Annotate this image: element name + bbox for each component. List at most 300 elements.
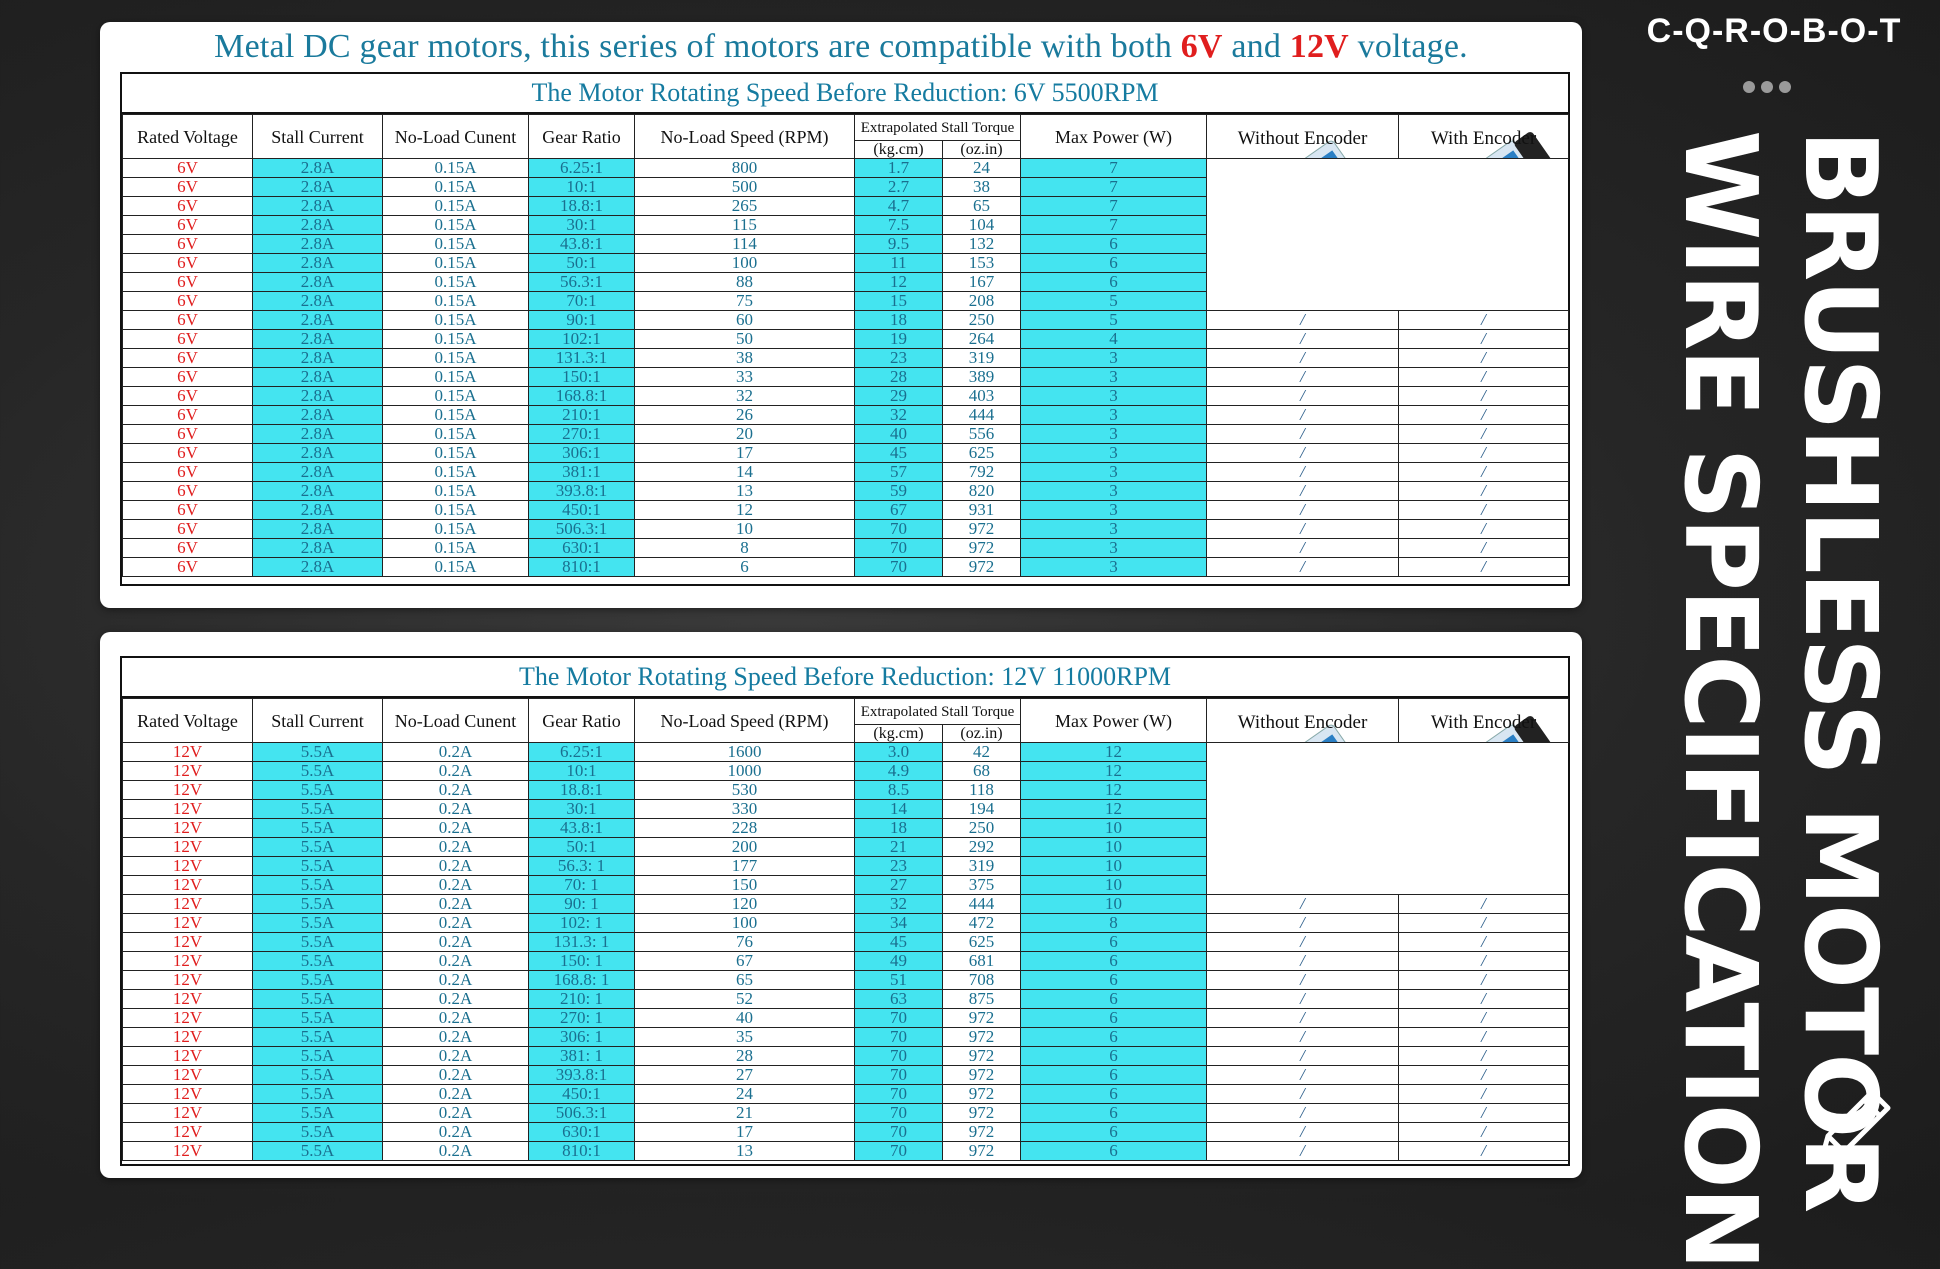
cell-stall-current: 5.5A: [253, 876, 383, 895]
cell-with-encoder: /: [1399, 463, 1569, 482]
cell-rated-voltage: 12V: [123, 1142, 253, 1161]
cell-gear-ratio: 10:1: [529, 762, 635, 781]
cell-stall-current: 5.5A: [253, 781, 383, 800]
cell-with-encoder: /: [1399, 368, 1569, 387]
cell-noload-speed: 24: [635, 1085, 855, 1104]
cell-torque-kgcm: 27: [855, 876, 943, 895]
cell-torque-ozin: 403: [943, 387, 1021, 406]
brand-logo: C-Q-R-O-B-O-T: [1646, 12, 1902, 50]
cell-stall-current: 2.8A: [253, 444, 383, 463]
cell-noload-speed: 120: [635, 895, 855, 914]
cell-torque-ozin: 875: [943, 990, 1021, 1009]
cell-torque-ozin: 68: [943, 762, 1021, 781]
cell-with-encoder: /: [1399, 1066, 1569, 1085]
cell-max-power: 3: [1021, 520, 1207, 539]
cell-noload-current: 0.15A: [383, 406, 529, 425]
cell-torque-ozin: 792: [943, 463, 1021, 482]
cell-noload-current: 0.15A: [383, 216, 529, 235]
cell-rated-voltage: 12V: [123, 952, 253, 971]
cell-stall-current: 5.5A: [253, 1123, 383, 1142]
cell-torque-kgcm: 70: [855, 1142, 943, 1161]
cell-gear-ratio: 50:1: [529, 254, 635, 273]
cell-torque-kgcm: 2.7: [855, 178, 943, 197]
cell-torque-kgcm: 12: [855, 273, 943, 292]
without-encoder-cell: [1207, 699, 1399, 743]
cell-noload-speed: 35: [635, 1028, 855, 1047]
cell-max-power: 4: [1021, 330, 1207, 349]
cell-noload-speed: 13: [635, 482, 855, 501]
dots-icon: [1740, 80, 1794, 98]
cell-noload-speed: 530: [635, 781, 855, 800]
table-row: [123, 952, 1569, 971]
cell-torque-ozin: 375: [943, 876, 1021, 895]
cell-stall-current: 5.5A: [253, 952, 383, 971]
cell-noload-speed: 177: [635, 857, 855, 876]
cell-torque-ozin: 972: [943, 558, 1021, 577]
cell-torque-ozin: 104: [943, 216, 1021, 235]
cell-torque-kgcm: 70: [855, 1085, 943, 1104]
cell-torque-kgcm: 70: [855, 539, 943, 558]
cell-torque-ozin: 208: [943, 292, 1021, 311]
cell-gear-ratio: 393.8:1: [529, 1066, 635, 1085]
cell-torque-ozin: 444: [943, 895, 1021, 914]
header-max-power: Max Power (W): [1021, 699, 1207, 743]
cell-rated-voltage: 12V: [123, 819, 253, 838]
table-row: [123, 1085, 1569, 1104]
cell-stall-current: 5.5A: [253, 1104, 383, 1123]
cell-without-encoder: /: [1207, 1047, 1399, 1066]
cell-rated-voltage: 6V: [123, 539, 253, 558]
cell-gear-ratio: 102: 1: [529, 914, 635, 933]
cell-stall-current: 5.5A: [253, 971, 383, 990]
cell-noload-current: 0.15A: [383, 558, 529, 577]
cell-torque-kgcm: 19: [855, 330, 943, 349]
cell-max-power: 7: [1021, 178, 1207, 197]
cell-torque-ozin: 625: [943, 933, 1021, 952]
cell-max-power: 3: [1021, 501, 1207, 520]
cell-rated-voltage: 6V: [123, 254, 253, 273]
cell-torque-ozin: 24: [943, 159, 1021, 178]
table-row: [123, 368, 1569, 387]
spec-card-12v: [100, 632, 1582, 1178]
cell-noload-speed: 115: [635, 216, 855, 235]
cell-gear-ratio: 90:1: [529, 311, 635, 330]
cell-rated-voltage: 6V: [123, 273, 253, 292]
cell-torque-ozin: 38: [943, 178, 1021, 197]
cell-max-power: 10: [1021, 876, 1207, 895]
cell-torque-ozin: 972: [943, 1066, 1021, 1085]
cell-without-encoder: /: [1207, 895, 1399, 914]
header-ozin: (oz.in): [943, 725, 1021, 743]
cell-stall-current: 5.5A: [253, 857, 383, 876]
cell-torque-ozin: 972: [943, 1009, 1021, 1028]
cell-with-encoder: /: [1399, 1047, 1569, 1066]
cell-gear-ratio: 131.3:1: [529, 349, 635, 368]
cell-stall-current: 2.8A: [253, 216, 383, 235]
table-row: [123, 800, 1569, 819]
cell-torque-kgcm: 4.9: [855, 762, 943, 781]
cell-torque-ozin: 389: [943, 368, 1021, 387]
header-gear-ratio: Gear Ratio: [529, 699, 635, 743]
header-rated-voltage: Rated Voltage: [123, 115, 253, 159]
cell-noload-speed: 10: [635, 520, 855, 539]
cell-noload-current: 0.15A: [383, 501, 529, 520]
cell-rated-voltage: 12V: [123, 1009, 253, 1028]
cell-torque-kgcm: 70: [855, 1104, 943, 1123]
cell-rated-voltage: 12V: [123, 1123, 253, 1142]
cell-rated-voltage: 12V: [123, 933, 253, 952]
cell-with-encoder: /: [1399, 330, 1569, 349]
header-rated-voltage: Rated Voltage: [123, 699, 253, 743]
table-row: [123, 1009, 1569, 1028]
cell-max-power: 6: [1021, 952, 1207, 971]
cell-noload-speed: 20: [635, 425, 855, 444]
table-title: The Motor Rotating Speed Before Reduction: 12V 11000RPM: [122, 658, 1568, 698]
cell-noload-current: 0.15A: [383, 273, 529, 292]
cell-without-encoder: /: [1207, 482, 1399, 501]
cell-gear-ratio: 450:1: [529, 1085, 635, 1104]
cell-torque-kgcm: 70: [855, 520, 943, 539]
cell-rated-voltage: 12V: [123, 1104, 253, 1123]
cell-torque-kgcm: 32: [855, 895, 943, 914]
cell-torque-kgcm: 28: [855, 368, 943, 387]
cell-noload-speed: 21: [635, 1104, 855, 1123]
cell-gear-ratio: 70: 1: [529, 876, 635, 895]
table-row: [123, 1066, 1569, 1085]
spec-table: [122, 698, 1569, 1161]
cell-noload-speed: 330: [635, 800, 855, 819]
cell-stall-current: 2.8A: [253, 159, 383, 178]
cell-noload-speed: 228: [635, 819, 855, 838]
header-kgcm: (kg.cm): [855, 141, 943, 159]
cell-noload-current: 0.15A: [383, 539, 529, 558]
cell-max-power: 6: [1021, 933, 1207, 952]
cell-gear-ratio: 43.8:1: [529, 819, 635, 838]
cell-noload-current: 0.2A: [383, 1142, 529, 1161]
cell-max-power: 10: [1021, 838, 1207, 857]
table-row: [123, 273, 1569, 292]
cell-torque-kgcm: 23: [855, 857, 943, 876]
table-row: [123, 895, 1569, 914]
cell-max-power: 8: [1021, 914, 1207, 933]
cell-max-power: 10: [1021, 895, 1207, 914]
cell-gear-ratio: 10:1: [529, 178, 635, 197]
cell-torque-ozin: 65: [943, 197, 1021, 216]
headline-text: Metal DC gear motors, this series of motors are compatible with both: [214, 28, 1181, 65]
cell-gear-ratio: 102:1: [529, 330, 635, 349]
table-row: [123, 838, 1569, 857]
cell-gear-ratio: 43.8:1: [529, 235, 635, 254]
table-row: [123, 933, 1569, 952]
cell-rated-voltage: 12V: [123, 1066, 253, 1085]
cell-gear-ratio: 18.8:1: [529, 197, 635, 216]
cell-without-encoder: /: [1207, 520, 1399, 539]
cell-torque-ozin: 167: [943, 273, 1021, 292]
headline-12v: 12V: [1289, 28, 1349, 65]
spec-table-box-12v: [120, 656, 1570, 1166]
table-row: [123, 311, 1569, 330]
cell-gear-ratio: 506.3:1: [529, 520, 635, 539]
cell-noload-speed: 33: [635, 368, 855, 387]
cell-gear-ratio: 306: 1: [529, 1028, 635, 1047]
cell-gear-ratio: 630:1: [529, 539, 635, 558]
cell-without-encoder: /: [1207, 558, 1399, 577]
cell-without-encoder: /: [1207, 1123, 1399, 1142]
cell-without-encoder: /: [1207, 1066, 1399, 1085]
cell-noload-speed: 26: [635, 406, 855, 425]
cell-torque-ozin: 194: [943, 800, 1021, 819]
cell-max-power: 7: [1021, 216, 1207, 235]
cell-noload-speed: 1000: [635, 762, 855, 781]
cell-noload-speed: 40: [635, 1009, 855, 1028]
cell-stall-current: 2.8A: [253, 558, 383, 577]
cell-stall-current: 2.8A: [253, 178, 383, 197]
headline: [100, 28, 1582, 66]
cell-rated-voltage: 6V: [123, 349, 253, 368]
cell-noload-speed: 150: [635, 876, 855, 895]
cell-gear-ratio: 210: 1: [529, 990, 635, 1009]
cell-torque-ozin: 972: [943, 1047, 1021, 1066]
table-row: [123, 762, 1569, 781]
cell-rated-voltage: 12V: [123, 914, 253, 933]
cell-max-power: 6: [1021, 1123, 1207, 1142]
cell-rated-voltage: 12V: [123, 990, 253, 1009]
cell-torque-kgcm: 18: [855, 311, 943, 330]
cell-max-power: 6: [1021, 1085, 1207, 1104]
cell-max-power: 6: [1021, 1066, 1207, 1085]
cell-torque-ozin: 972: [943, 1085, 1021, 1104]
header-stall-current: Stall Current: [253, 699, 383, 743]
table-row: [123, 876, 1569, 895]
cell-with-encoder: /: [1399, 895, 1569, 914]
cell-stall-current: 5.5A: [253, 895, 383, 914]
cell-max-power: 3: [1021, 444, 1207, 463]
header-noload-current: No-Load Cunent: [383, 115, 529, 159]
headline-suffix: voltage.: [1348, 28, 1468, 65]
table-row: [123, 539, 1569, 558]
cell-gear-ratio: 168.8:1: [529, 387, 635, 406]
cell-stall-current: 2.8A: [253, 254, 383, 273]
cell-max-power: 6: [1021, 1104, 1207, 1123]
cell-without-encoder: /: [1207, 1104, 1399, 1123]
cell-max-power: 6: [1021, 235, 1207, 254]
cell-noload-speed: 12: [635, 501, 855, 520]
cell-torque-kgcm: 67: [855, 501, 943, 520]
table-row: [123, 292, 1569, 311]
cell-noload-current: 0.15A: [383, 178, 529, 197]
cell-torque-ozin: 556: [943, 425, 1021, 444]
cell-noload-current: 0.2A: [383, 1123, 529, 1142]
cell-with-encoder: /: [1399, 1085, 1569, 1104]
cell-noload-speed: 1600: [635, 743, 855, 762]
cell-torque-kgcm: 34: [855, 914, 943, 933]
cell-torque-kgcm: 14: [855, 800, 943, 819]
cell-rated-voltage: 6V: [123, 197, 253, 216]
cell-noload-speed: 76: [635, 933, 855, 952]
cell-noload-current: 0.15A: [383, 463, 529, 482]
headline-and: and: [1222, 28, 1290, 65]
cell-noload-current: 0.15A: [383, 311, 529, 330]
cell-noload-current: 0.2A: [383, 762, 529, 781]
cell-torque-ozin: 931: [943, 501, 1021, 520]
cell-stall-current: 2.8A: [253, 520, 383, 539]
cell-rated-voltage: 6V: [123, 501, 253, 520]
cell-noload-current: 0.15A: [383, 254, 529, 273]
cell-with-encoder: /: [1399, 425, 1569, 444]
cell-torque-ozin: 118: [943, 781, 1021, 800]
cell-noload-speed: 500: [635, 178, 855, 197]
cell-without-encoder: /: [1207, 1142, 1399, 1161]
cell-rated-voltage: 12V: [123, 857, 253, 876]
cell-without-encoder: /: [1207, 311, 1399, 330]
cell-gear-ratio: 30:1: [529, 216, 635, 235]
cell-max-power: 12: [1021, 800, 1207, 819]
cell-with-encoder: /: [1399, 387, 1569, 406]
cell-rated-voltage: 6V: [123, 558, 253, 577]
table-row: [123, 387, 1569, 406]
cell-torque-kgcm: 3.0: [855, 743, 943, 762]
table-row: [123, 159, 1569, 178]
cell-max-power: 6: [1021, 990, 1207, 1009]
cell-with-encoder: /: [1399, 520, 1569, 539]
cell-without-encoder: /: [1207, 952, 1399, 971]
cell-stall-current: 5.5A: [253, 762, 383, 781]
cell-stall-current: 2.8A: [253, 311, 383, 330]
cell-without-encoder: /: [1207, 406, 1399, 425]
cell-rated-voltage: 12V: [123, 800, 253, 819]
cell-rated-voltage: 6V: [123, 463, 253, 482]
cell-noload-current: 0.2A: [383, 1104, 529, 1123]
cell-stall-current: 2.8A: [253, 387, 383, 406]
cell-stall-current: 2.8A: [253, 425, 383, 444]
cell-stall-current: 5.5A: [253, 1085, 383, 1104]
table-row: [123, 501, 1569, 520]
cell-torque-ozin: 264: [943, 330, 1021, 349]
cell-rated-voltage: 12V: [123, 762, 253, 781]
cell-without-encoder: /: [1207, 425, 1399, 444]
cell-stall-current: 5.5A: [253, 990, 383, 1009]
cell-rated-voltage: 12V: [123, 1085, 253, 1104]
cell-rated-voltage: 12V: [123, 1047, 253, 1066]
table-row: [123, 558, 1569, 577]
without-encoder-label: Without Encoder: [1237, 128, 1368, 149]
table-row: [123, 781, 1569, 800]
table-row: [123, 178, 1569, 197]
cell-stall-current: 5.5A: [253, 838, 383, 857]
cell-gear-ratio: 131.3: 1: [529, 933, 635, 952]
cell-torque-ozin: 444: [943, 406, 1021, 425]
cell-with-encoder: /: [1399, 558, 1569, 577]
cell-without-encoder: /: [1207, 971, 1399, 990]
cell-stall-current: 5.5A: [253, 1028, 383, 1047]
cell-torque-kgcm: 29: [855, 387, 943, 406]
cell-stall-current: 2.8A: [253, 539, 383, 558]
table-row: [123, 1104, 1569, 1123]
table-row: [123, 425, 1569, 444]
cell-gear-ratio: 210:1: [529, 406, 635, 425]
cell-noload-speed: 13: [635, 1142, 855, 1161]
cell-gear-ratio: 168.8: 1: [529, 971, 635, 990]
cell-max-power: 12: [1021, 762, 1207, 781]
cell-stall-current: 5.5A: [253, 1009, 383, 1028]
cell-noload-current: 0.15A: [383, 482, 529, 501]
cell-noload-speed: 6: [635, 558, 855, 577]
cell-noload-current: 0.2A: [383, 857, 529, 876]
without-encoder-label: Without Encoder: [1237, 712, 1368, 733]
cell-noload-current: 0.15A: [383, 368, 529, 387]
table-row: [123, 482, 1569, 501]
cell-torque-ozin: 972: [943, 539, 1021, 558]
cell-with-encoder: /: [1399, 1028, 1569, 1047]
header-kgcm: (kg.cm): [855, 725, 943, 743]
cell-max-power: 12: [1021, 743, 1207, 762]
cell-with-encoder: /: [1399, 539, 1569, 558]
cell-max-power: 7: [1021, 197, 1207, 216]
cell-torque-ozin: 292: [943, 838, 1021, 857]
cell-torque-kgcm: 70: [855, 1009, 943, 1028]
cell-torque-kgcm: 7.5: [855, 216, 943, 235]
cell-noload-speed: 17: [635, 444, 855, 463]
cell-gear-ratio: 810:1: [529, 558, 635, 577]
spec-table: [122, 114, 1569, 577]
pencil-icon: [1810, 1080, 1900, 1170]
table-row: [123, 743, 1569, 762]
cell-noload-speed: 50: [635, 330, 855, 349]
cell-rated-voltage: 6V: [123, 425, 253, 444]
cell-max-power: 3: [1021, 425, 1207, 444]
cell-gear-ratio: 56.3:1: [529, 273, 635, 292]
cell-torque-ozin: 472: [943, 914, 1021, 933]
cell-torque-kgcm: 15: [855, 292, 943, 311]
cell-without-encoder: /: [1207, 387, 1399, 406]
cell-noload-current: 0.2A: [383, 743, 529, 762]
cell-gear-ratio: 381: 1: [529, 1047, 635, 1066]
cell-max-power: 12: [1021, 781, 1207, 800]
cell-noload-speed: 52: [635, 990, 855, 1009]
cell-noload-current: 0.2A: [383, 1066, 529, 1085]
cell-torque-ozin: 625: [943, 444, 1021, 463]
cell-stall-current: 2.8A: [253, 463, 383, 482]
cell-rated-voltage: 12V: [123, 781, 253, 800]
cell-noload-current: 0.2A: [383, 1028, 529, 1047]
table-row: [123, 914, 1569, 933]
spec-table-box-6v: [120, 72, 1570, 586]
cell-noload-current: 0.2A: [383, 990, 529, 1009]
cell-stall-current: 2.8A: [253, 368, 383, 387]
cell-max-power: 10: [1021, 819, 1207, 838]
cell-with-encoder: /: [1399, 1142, 1569, 1161]
table-row: [123, 1047, 1569, 1066]
cell-noload-speed: 100: [635, 254, 855, 273]
cell-gear-ratio: 90: 1: [529, 895, 635, 914]
header-max-power: Max Power (W): [1021, 115, 1207, 159]
cell-stall-current: 5.5A: [253, 1066, 383, 1085]
cell-max-power: 6: [1021, 1142, 1207, 1161]
cell-torque-ozin: 708: [943, 971, 1021, 990]
cell-max-power: 5: [1021, 311, 1207, 330]
cell-torque-kgcm: 59: [855, 482, 943, 501]
side-title: [1650, 130, 1899, 1269]
cell-rated-voltage: 12V: [123, 1028, 253, 1047]
cell-noload-current: 0.2A: [383, 781, 529, 800]
cell-max-power: 3: [1021, 482, 1207, 501]
cell-max-power: 3: [1021, 463, 1207, 482]
header-noload-speed: No-Load Speed (RPM): [635, 699, 855, 743]
headline-6v: 6V: [1180, 28, 1223, 65]
cell-without-encoder: /: [1207, 444, 1399, 463]
cell-rated-voltage: 6V: [123, 387, 253, 406]
cell-rated-voltage: 6V: [123, 482, 253, 501]
